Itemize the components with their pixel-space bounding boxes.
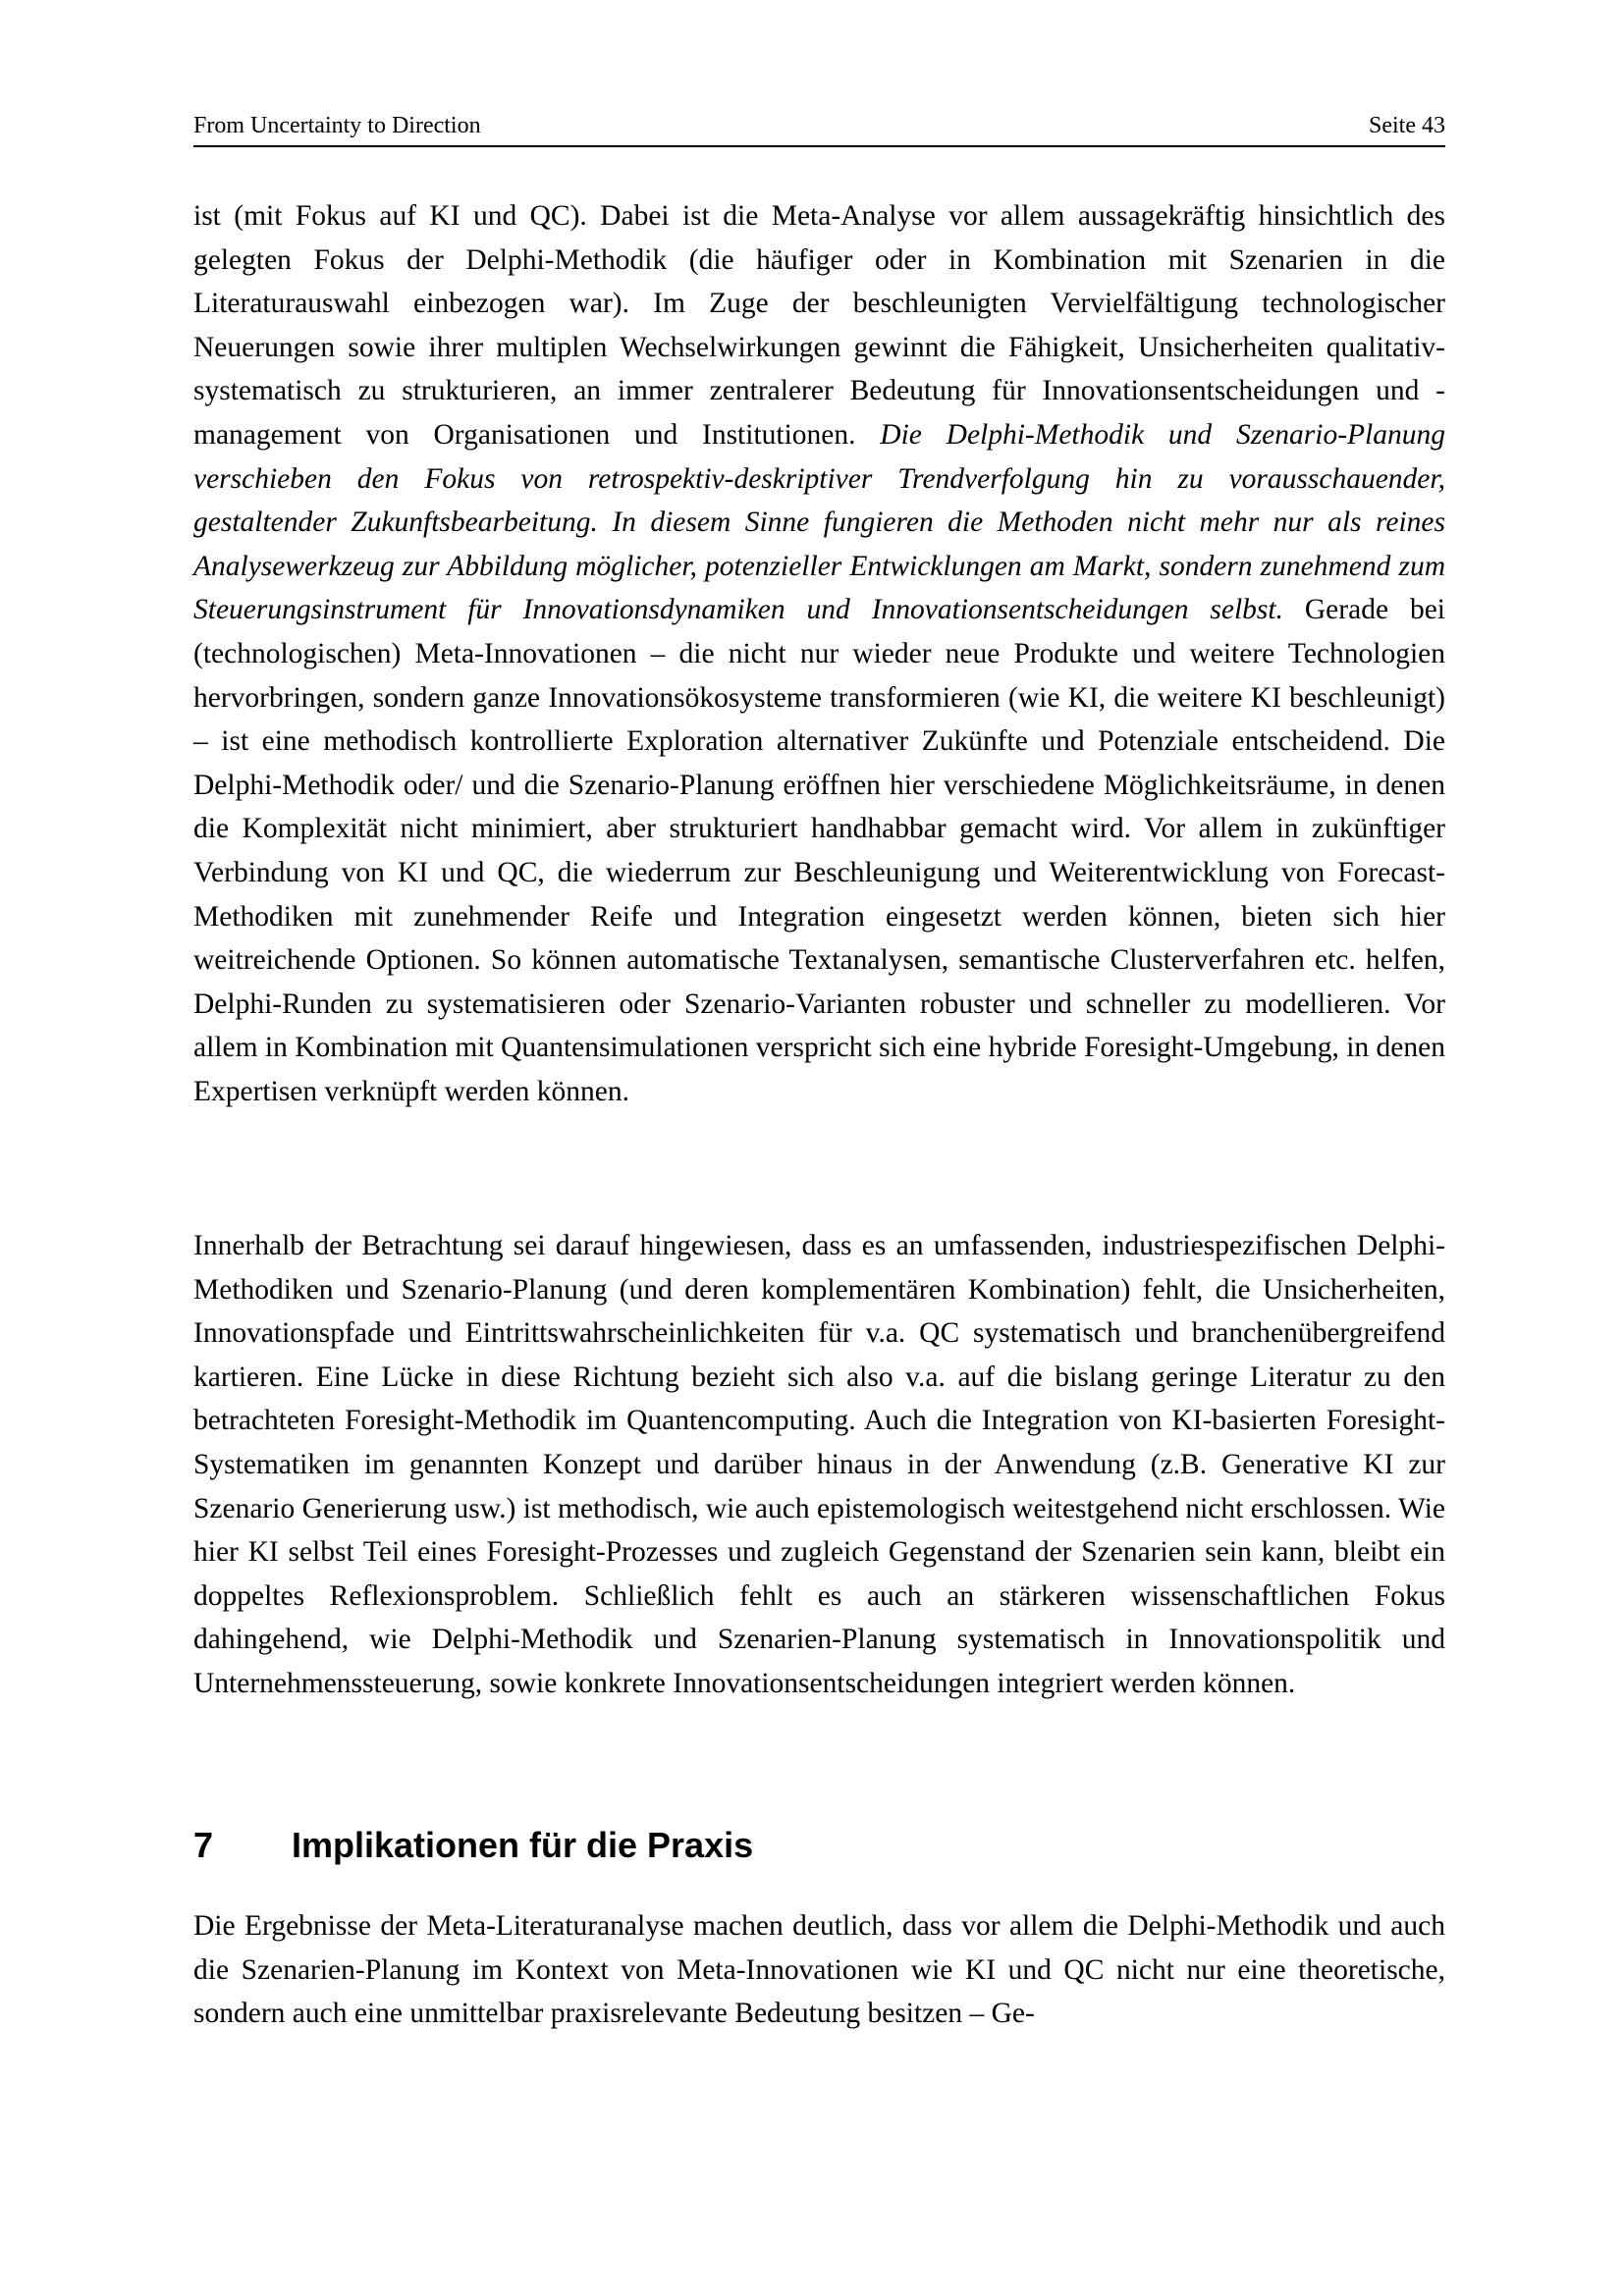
paragraph-implications: [193, 1904, 1445, 2036]
section-number: 7: [193, 1825, 214, 1865]
page-number: Seite 43: [1369, 113, 1445, 138]
paragraph-text-regular: ist (mit Fokus auf KI und QC). Dabei ist die Meta-Analyse vor allem aussagekräftig hinsichtlich des gelegten Fokus der Delphi-Methodik (die häufiger oder in Kombination mit Szenarien in die Literaturauswahl einbezogen war). Im Zuge der beschleunigten Vervielfältigung technologischer Neuerungen sowie ihrer multiplen Wechselwirkungen gewinnt die Fähigkeit, Unsicherheiten qualitativ-systematisch zu strukturieren, an immer zentralerer Bedeutung für Innovationsentscheidungen und -management von Organisationen und Institutionen.: [193, 200, 1445, 451]
paragraph-text: [193, 194, 1445, 1113]
paragraph-text: Die Ergebnisse der Meta-Literaturanalyse machen deutlich, dass vor allem die Delphi-Methodik und auch die Szenarien-Planung im Kontext von Meta-Innovationen wie KI und QC nicht nur eine theoretische, sondern auch eine unmittelbar praxisrelevante Bedeutung besitzen – Ge-: [193, 1910, 1445, 2030]
paragraph-text-regular-continued: Gerade bei (technologischen) Meta-Innovationen – die nicht nur wieder neue Produkte und weitere Technologien hervorbringen, sondern ganze Innovationsökosysteme transformieren (wie KI, die weitere KI beschleunigt) – ist eine methodisch kontrollierte Exploration alternativer Zukünfte und Potenziale entscheidend. Die Delphi-Methodik oder/ und die Szenario-Planung eröffnen hier verschiedene Möglichkeitsräume, in denen die Komplexität nicht minimiert, aber strukturiert handhabbar gemacht wird. Vor allem in zukünftiger Verbindung von KI und QC, die wiederrum zur Beschleunigung und Weiterentwicklung von Forecast-Methodiken mit zunehmender Reife und Integration eingesetzt werden können, bieten sich hier weitreichende Optionen. So können automatische Textanalysen, semantische Clusterverfahren etc. helfen, Delphi-Runden zu systematisieren oder Szenario-Varianten robuster und schneller zu modellieren. Vor allem in Kombination mit Quantensimulationen verspricht sich eine hybride Foresight-Umgebung, in denen Expertisen verknüpft werden können.: [193, 594, 1445, 1107]
paragraph-text-italic: Die Delphi-Methodik und Szenario-Planung verschieben den Fokus von retrospektiv-deskriptiver Trendverfolgung hin zu vorausschauender, gestaltender Zukunftsbearbeitung. In diesem Sinne fungieren die Methoden nicht mehr nur als reines Analysewerkzeug zur Abbildung möglicher, potenzieller Entwicklungen am Markt, sondern zunehmend zum Steuerungsinstrument für Innovationsdynamiken und Innovationsentscheidungen selbst.: [193, 418, 1445, 626]
header-title: From Uncertainty to Direction: [193, 113, 481, 138]
paragraph-meta-analysis: [193, 194, 1445, 1113]
running-header: [193, 108, 1445, 147]
paragraph-text: Innerhalb der Betrachtung sei darauf hingewiesen, dass es an umfassenden, industriespezifischen Delphi-Methodiken und Szenario-Planung (und deren komplementären Kombination) fehlt, die Unsicherheiten, Innovationspfade und Eintrittswahrscheinlichkeiten für v.a. QC systematisch und branchenübergreifend kartieren. Eine Lücke in diese Richtung bezieht sich also v.a. auf die bislang geringe Literatur zu den betrachteten Foresight-Methodik im Quantencomputing. Auch die Integration von KI-basierten Foresight-Systematiken im genannten Konzept und darüber hinaus in der Anwendung (z.B. Generative KI zur Szenario Generierung usw.) ist methodisch, wie auch epistemologisch weitestgehend nicht erschlossen. Wie hier KI selbst Teil eines Foresight-Prozesses und zugleich Gegenstand der Szenarien sein kann, bleibt ein doppeltes Reflexionsproblem. Schließlich fehlt es auch an stärkeren wissenschaftlichen Fokus dahingehend, wie Delphi-Methodik und Szenarien-Planung systematisch in Innovationspolitik und Unternehmenssteuerung, sowie konkrete Innovationsentscheidungen integriert werden können.: [193, 1230, 1445, 1699]
section-heading: [193, 1824, 1445, 1867]
paragraph-research-gap: [193, 1224, 1445, 1706]
section-title: Implikationen für die Praxis: [292, 1825, 754, 1865]
